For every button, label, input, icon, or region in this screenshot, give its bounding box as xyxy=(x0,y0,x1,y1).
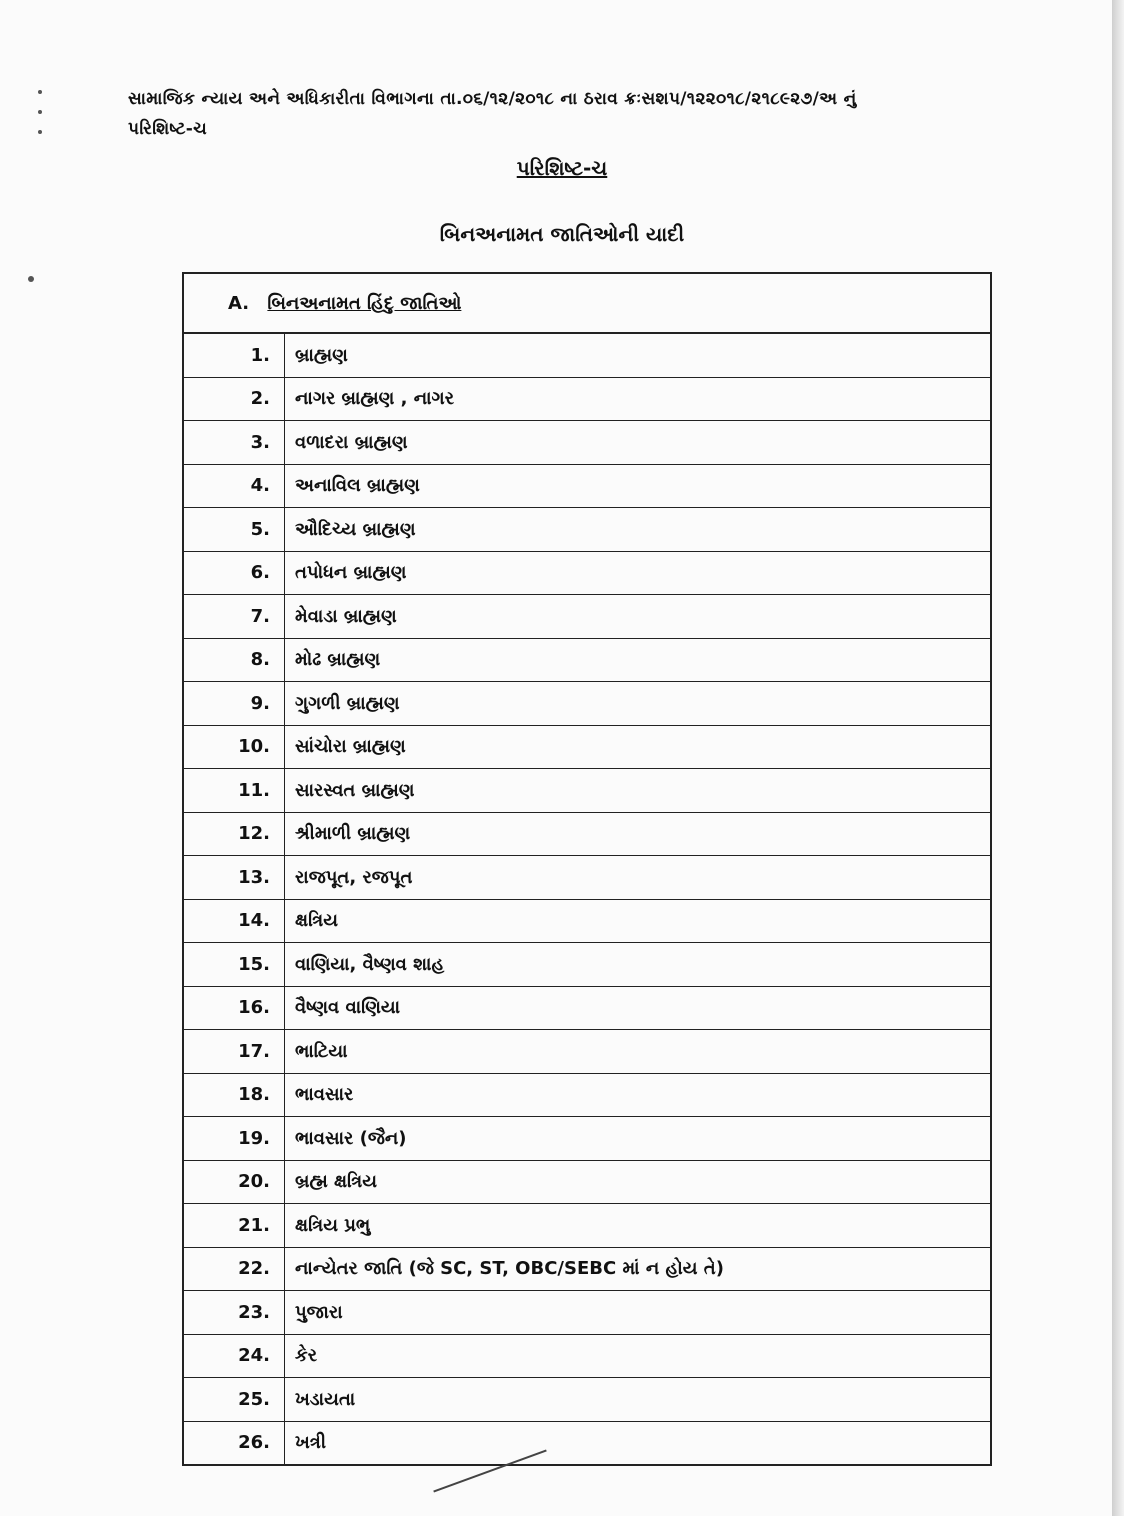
row-number: 3. xyxy=(183,421,285,465)
row-number: 26. xyxy=(183,1421,285,1465)
row-number: 12. xyxy=(183,812,285,856)
caste-name: વૈષ્ણવ વાણિયા xyxy=(285,986,992,1030)
row-number: 21. xyxy=(183,1204,285,1248)
order-reference-header xyxy=(128,84,1008,144)
caste-name: ભાવસાર (જૈન) xyxy=(285,1117,992,1161)
caste-name: નાગર બ્રાહ્મણ , નાગર xyxy=(285,377,992,421)
table-row xyxy=(183,464,991,508)
caste-name: મોઢ બ્રાહ્મણ xyxy=(285,638,992,682)
caste-name: બ્રાહ્મણ xyxy=(285,333,992,377)
table-row xyxy=(183,1117,991,1161)
table-row xyxy=(183,682,991,726)
page-edge xyxy=(1112,0,1124,1516)
caste-name: વાણિયા, વૈષ્ણવ શાહ xyxy=(285,943,992,987)
row-number: 20. xyxy=(183,1160,285,1204)
scan-speck xyxy=(28,276,34,282)
appendix-title: પરિશિષ્ટ-ચ xyxy=(516,156,608,180)
caste-name: ભાટિયા xyxy=(285,1030,992,1074)
table-row xyxy=(183,333,991,377)
row-number: 2. xyxy=(183,377,285,421)
row-number: 24. xyxy=(183,1334,285,1378)
row-number: 1. xyxy=(183,333,285,377)
row-number: 14. xyxy=(183,899,285,943)
caste-name: સાંચોરા બ્રાહ્મણ xyxy=(285,725,992,769)
table-row xyxy=(183,508,991,552)
table-row xyxy=(183,856,991,900)
row-number: 13. xyxy=(183,856,285,900)
caste-name: સારસ્વત બ્રાહ્મણ xyxy=(285,769,992,813)
section-title: બિનઅનામત હિંદુ જાતિઓ xyxy=(267,292,462,314)
table-row xyxy=(183,1291,991,1335)
caste-name: ખત્રી xyxy=(285,1421,992,1465)
caste-name: ક્ષત્રિય પ્રભુ xyxy=(285,1204,992,1248)
table-row xyxy=(183,769,991,813)
table-row xyxy=(183,1204,991,1248)
table-row xyxy=(183,595,991,639)
table-row xyxy=(183,1421,991,1465)
table-row xyxy=(183,1030,991,1074)
caste-name: બ્રહ્મ ક્ષત્રિય xyxy=(285,1160,992,1204)
scan-speck xyxy=(38,110,42,114)
row-number: 9. xyxy=(183,682,285,726)
row-number: 11. xyxy=(183,769,285,813)
table-row xyxy=(183,1334,991,1378)
row-number: 10. xyxy=(183,725,285,769)
table-row xyxy=(183,1160,991,1204)
row-number: 8. xyxy=(183,638,285,682)
table-row xyxy=(183,812,991,856)
row-number: 19. xyxy=(183,1117,285,1161)
caste-name: ભાવસાર xyxy=(285,1073,992,1117)
table-row xyxy=(183,1247,991,1291)
caste-name: નાન્યેતર જાતિ (જે SC, ST, OBC/SEBC માં ન હોય તે) xyxy=(285,1247,992,1291)
caste-name: વળાદરા બ્રાહ્મણ xyxy=(285,421,992,465)
row-number: 17. xyxy=(183,1030,285,1074)
row-number: 7. xyxy=(183,595,285,639)
row-number: 16. xyxy=(183,986,285,1030)
section-letter: A. xyxy=(228,292,250,314)
table-row xyxy=(183,899,991,943)
caste-name: ક્ષત્રિય xyxy=(285,899,992,943)
table-row xyxy=(183,551,991,595)
scan-speck xyxy=(38,90,42,94)
row-number: 18. xyxy=(183,1073,285,1117)
caste-name: શ્રીમાળી બ્રાહ્મણ xyxy=(285,812,992,856)
header-line-2: પરિશિષ્ટ-ચ xyxy=(128,119,208,139)
caste-list-table xyxy=(182,272,992,1466)
row-number: 22. xyxy=(183,1247,285,1291)
section-header-cell xyxy=(183,273,991,333)
caste-name: તપોધન બ્રાહ્મણ xyxy=(285,551,992,595)
caste-name: ગુગળી બ્રાહ્મણ xyxy=(285,682,992,726)
table-row xyxy=(183,943,991,987)
table-row xyxy=(183,421,991,465)
caste-name: અનાવિલ બ્રાહ્મણ xyxy=(285,464,992,508)
header-line-1: સામાજિક ન્યાય અને અધિકારીતા વિભાગના તા.૦૬/૧૨/૨૦૧૮ ના ઠરાવ ક્રઃસશપ/૧૨૨૦૧૮/૨૧૮૯૨૭/અ નું xyxy=(128,89,857,109)
row-number: 15. xyxy=(183,943,285,987)
caste-name: મેવાડા બ્રાહ્મણ xyxy=(285,595,992,639)
table-row xyxy=(183,638,991,682)
table-row xyxy=(183,377,991,421)
row-number: 25. xyxy=(183,1378,285,1422)
caste-name: ખડાયતા xyxy=(285,1378,992,1422)
row-number: 5. xyxy=(183,508,285,552)
caste-name: ઔદિચ્ય બ્રાહ્મણ xyxy=(285,508,992,552)
section-header-row xyxy=(183,273,991,333)
row-number: 6. xyxy=(183,551,285,595)
caste-name: કેર xyxy=(285,1334,992,1378)
row-number: 4. xyxy=(183,464,285,508)
table-row xyxy=(183,1378,991,1422)
scan-speck xyxy=(38,130,42,134)
table-row xyxy=(183,725,991,769)
caste-name: રાજપૂત, રજપૂત xyxy=(285,856,992,900)
row-number: 23. xyxy=(183,1291,285,1335)
table-row xyxy=(183,986,991,1030)
list-subtitle: બિનઅનામત જાતિઓની યાદી xyxy=(439,222,685,246)
table-row xyxy=(183,1073,991,1117)
caste-name: પુજારા xyxy=(285,1291,992,1335)
